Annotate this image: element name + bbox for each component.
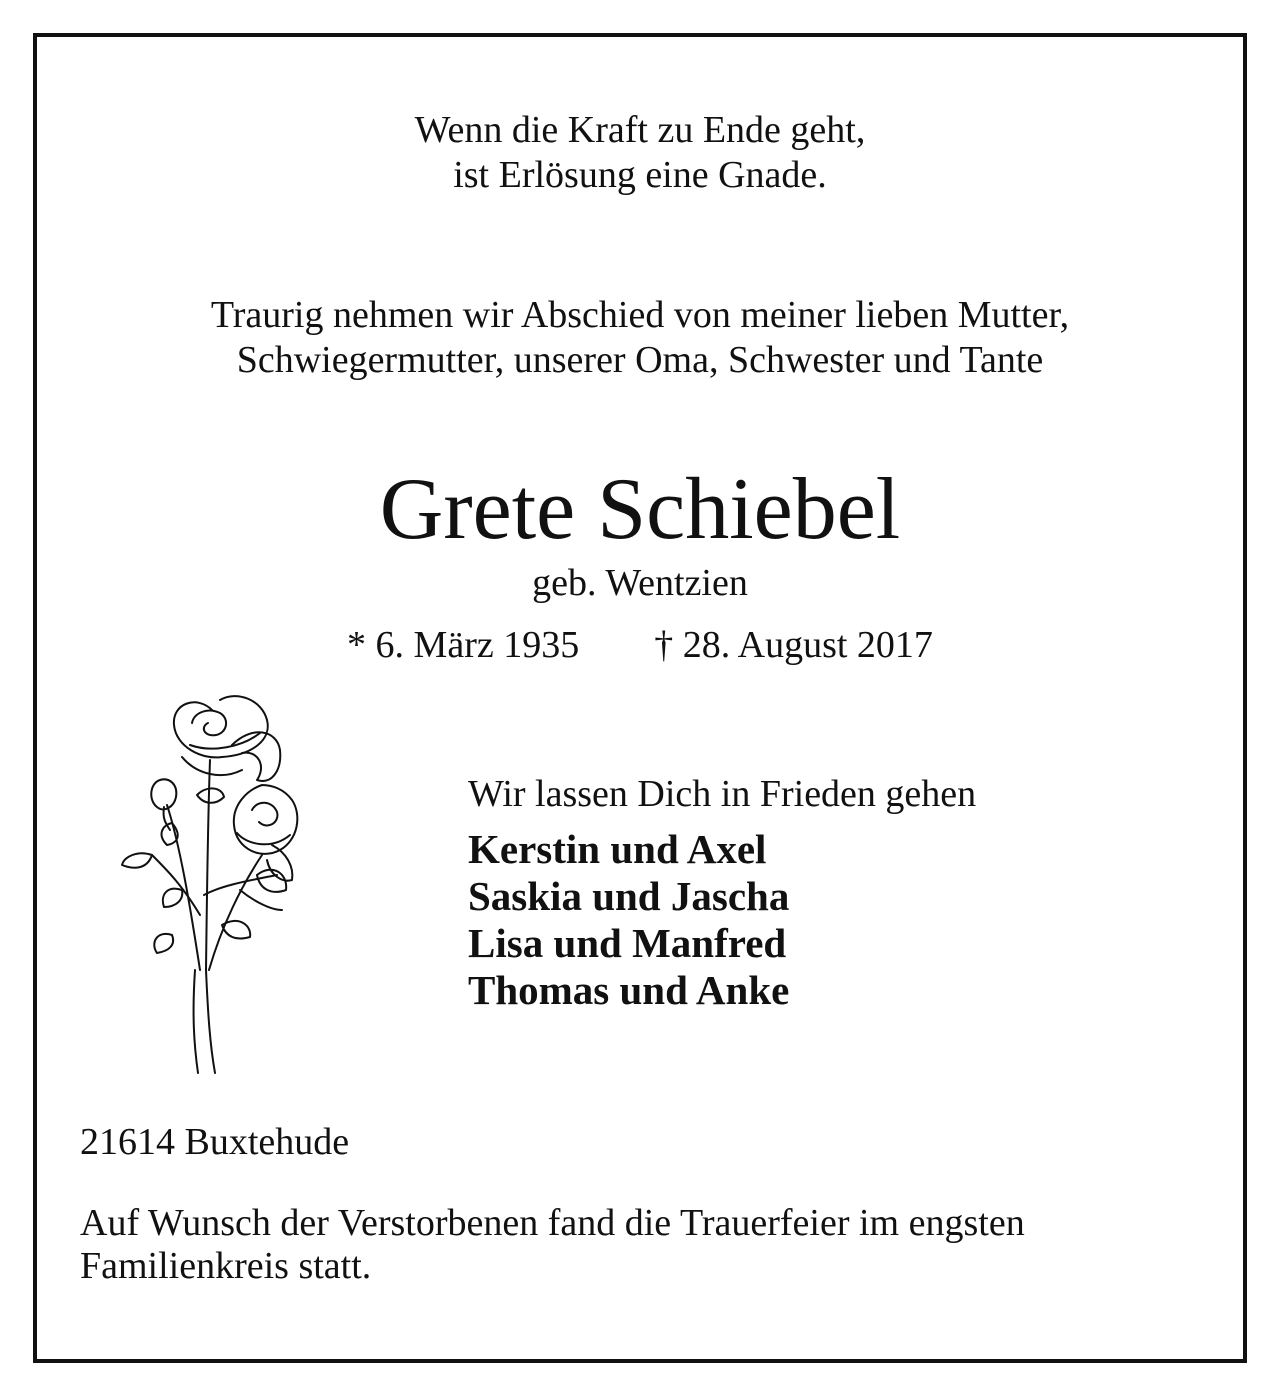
intro-line-1: Traurig nehmen wir Abschied von meiner lieben Mutter, — [210, 294, 1070, 336]
rose-bouquet-illustration — [112, 685, 312, 1075]
list-item: Lisa und Manfred — [468, 920, 787, 966]
mourner-list — [468, 826, 789, 1014]
ceremony-notice — [80, 1202, 1025, 1288]
notice-line-1: Auf Wunsch der Verstorbenen fand die Trauerfeier im engsten — [80, 1202, 1025, 1244]
motto-line-2: ist Erlösung eine Gnade. — [453, 154, 827, 196]
motto-line-1: Wenn die Kraft zu Ende geht, — [414, 109, 866, 151]
deceased-name: Grete Schiebel — [379, 461, 901, 558]
death-date: † 28. August 2017 — [654, 624, 933, 666]
list-item: Thomas und Anke — [468, 967, 790, 1013]
list-item: Saskia und Jascha — [468, 873, 790, 919]
farewell-line: Wir lassen Dich in Frieden gehen — [468, 773, 977, 815]
life-dates — [0, 618, 1280, 673]
list-item: Kerstin und Axel — [468, 826, 767, 872]
intro-text — [0, 293, 1280, 383]
notice-line-2: Familienkreis statt. — [80, 1245, 372, 1287]
intro-line-2: Schwiegermutter, unserer Oma, Schwester und Tante — [236, 339, 1044, 381]
location: 21614 Buxtehude — [80, 1121, 350, 1163]
motto — [0, 108, 1280, 198]
birth-date: * 6. März 1935 — [347, 624, 580, 666]
birth-name: geb. Wentzien — [532, 562, 748, 604]
